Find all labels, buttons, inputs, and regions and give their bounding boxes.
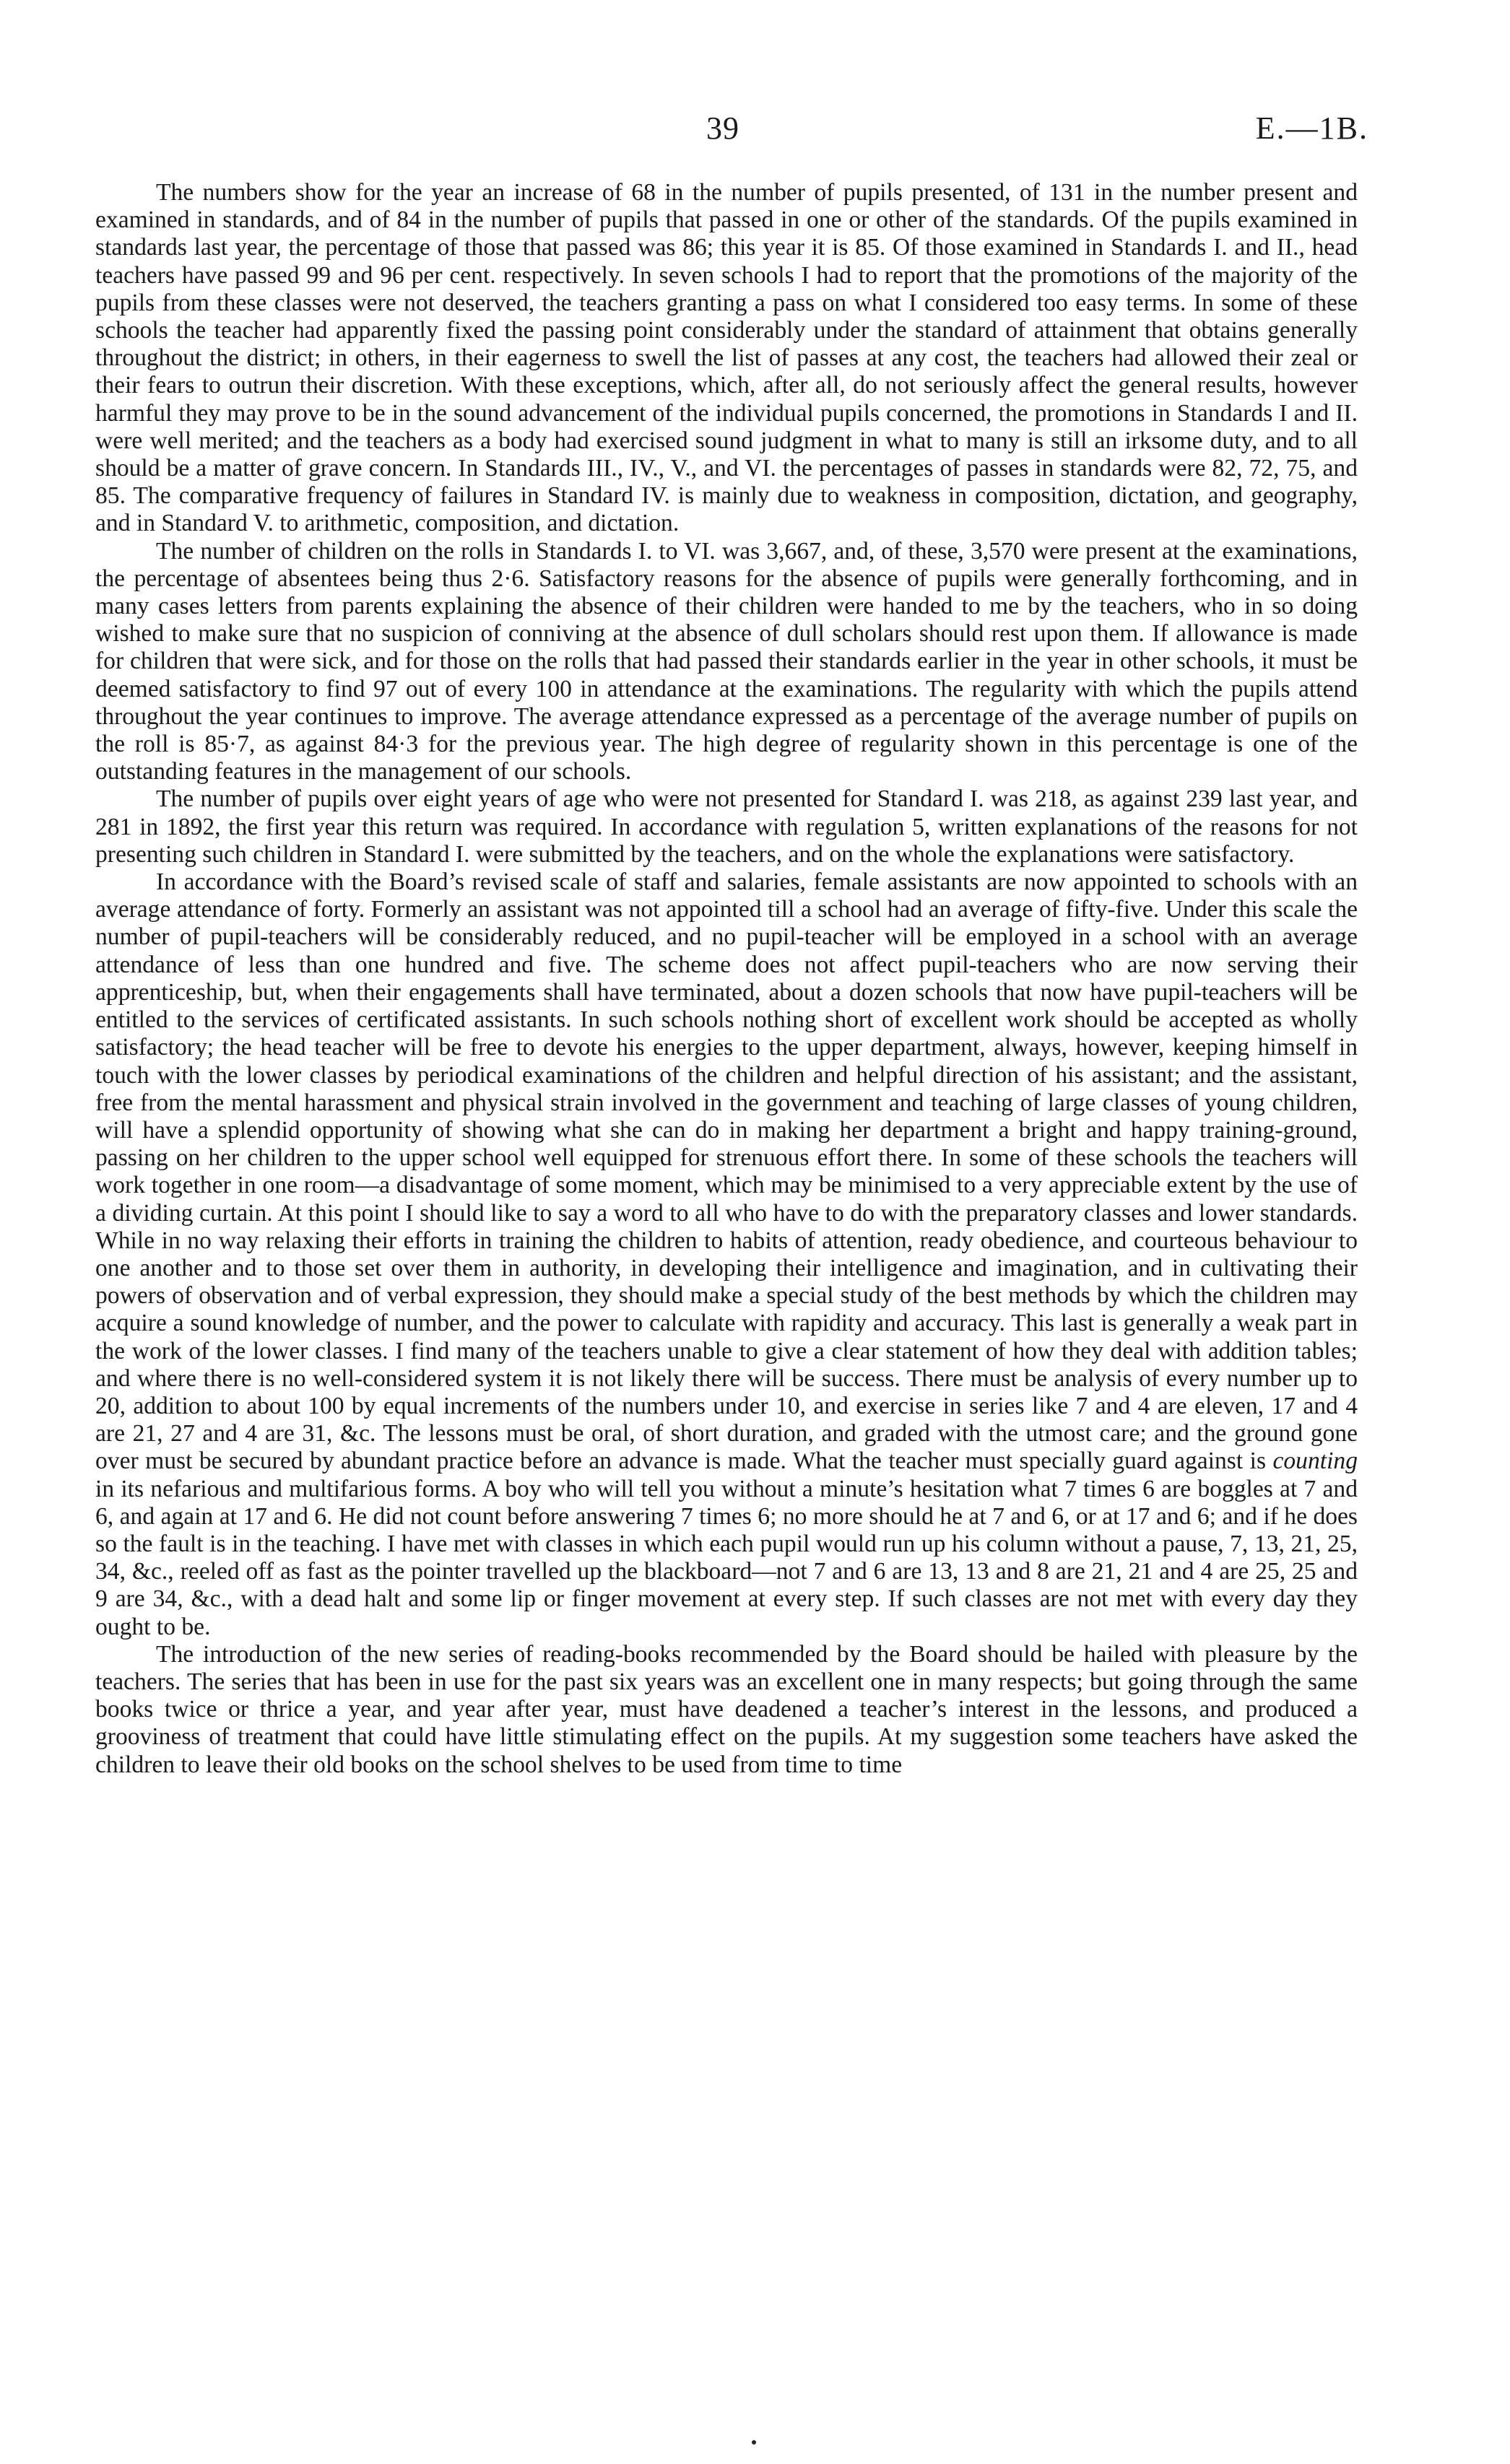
text-run: The introduction of the new series of reading-books recommended by the Board should be hailed with pleasure by the teachers. The series that has been in use for the past six years was an excellent one in many respects; but going through the same books twice or thrice a year, and year after year, must have deadened a teacher’s interest in the lessons, and produced a grooviness of treatment that could have little stimulating effect on the pupils. At my suggestion some teachers have asked the children to leave their old books on the school shelves to be used from time to time bbox=[95, 1640, 1358, 1778]
text-run: The number of pupils over eight years of age who were not presented for Standard I. was 218, as against 239 last year, and 281 in 1892, the first year this return was required. In accordance with regulation 5, written explanations of the reasons for not presenting such children in Standard I. were submitted by the teachers, and on the whole the explanations were satisfactory. bbox=[95, 785, 1358, 868]
paragraph-reading-books bbox=[95, 1641, 1358, 1779]
document-reference: E.—1B. bbox=[1255, 110, 1368, 146]
page-header bbox=[0, 110, 1510, 153]
paragraph-attendance bbox=[95, 538, 1358, 786]
text-run: The numbers show for the year an increase of 68 in the number of pupils presented, of 131 in the number present and examined in standards, and of 84 in the number of pupils that passed in one or other of the standards. Of the pupils examined in standards last year, the percentage of those that passed was 86; this year it is 85. Of those examined in Standards I. and II., head teachers have passed 99 and 96 per cent. respectively. In seven schools I had to report that the promotions of the majority of the pupils from these classes were not deserved, the teachers granting a pass on what I considered too easy terms. In some of these schools the teacher had apparently fixed the passing point considerably under the standard of attainment that obtains generally throughout the district; in others, in their eagerness to swell the list of passes at any cost, the teachers had allowed their zeal or their fears to outrun their discretion. With these exceptions, which, after all, do not seriously affect the general results, however harmful they may prove to be in the sound advancement of the individual pupils concerned, the promotions in Standards I and II. were well merited; and the teachers as a body had exercised sound judgment in what to many is still an irksome duty, and to all should be a matter of grave concern. In Standards III., IV., V., and VI. the percentages of passes in standards were 82, 72, 75, and 85. The comparative frequency of failures in Standard IV. is mainly due to weakness in composition, dictation, and geography, and in Standard V. to arithmetic, composition, and dictation. bbox=[95, 179, 1358, 537]
paragraph-staff-scale bbox=[95, 869, 1358, 1641]
text-run: in its nefarious and multifarious forms. A boy who will tell you without a minute’s hesitation what 7 times 6 are boggles at 7 and 6, and again at 17 and 6. He did not count before answering 7 times 6; no more should he at 7 and 6, or at 17 and 6; and if he does so the fault is in the teaching. I have met with classes in which each pupil would run up his column without a pause, 7, 13, 21, 25, 34, &c., reeled off as fast as the pointer travelled up the blackboard—not 7 and 6 are 13, 13 and 8 are 21, 21 and 4 are 25, 25 and 9 are 34, &c., with a dead halt and some lip or finger movement at every step. If such classes are not met with every day they ought to be. bbox=[95, 1475, 1358, 1640]
scan-speck bbox=[752, 2440, 756, 2445]
paragraph-standards-results bbox=[95, 179, 1358, 538]
paragraph-pupils-not-presented bbox=[95, 785, 1358, 869]
text-run: The number of children on the rolls in Standards I. to VI. was 3,667, and, of these, 3,570 were present at the examinations, the percentage of absentees being thus 2·6. Satisfactory reasons for the absence of pupils were generally forthcoming, and in many cases letters from parents explaining the absence of their children were handed to me by the teachers, who in so doing wished to make sure that no suspicion of conniving at the absence of dull scholars should rest upon them. If allowance is made for children that were sick, and for those on the rolls that had passed their standards earlier in the year in other schools, it must be deemed satisfactory to find 97 out of every 100 in attendance at the examinations. The regularity with which the pupils attend throughout the year continues to improve. The average attendance expressed as a percentage of the average number of pupils on the roll is 85·7, as against 84·3 for the previous year. The high degree of regularity shown in this percentage is one of the outstanding features in the management of our schools. bbox=[95, 537, 1358, 785]
report-body bbox=[95, 179, 1358, 1779]
text-run: In accordance with the Board’s revised scale of staff and salaries, female assistants are now appointed to schools with an average attendance of forty. Formerly an assistant was not appointed till a school had an average of fifty-five. Under this scale the number of pupil-teachers will be considerably reduced, and no pupil-teacher will be employed in a school with an average attendance of less than one hundred and five. The scheme does not affect pupil-teachers who are now serving their apprenticeship, but, when their engagements shall have terminated, about a dozen schools that now have pupil-teachers will be entitled to the services of certificated assistants. In such schools nothing short of excellent work should be accepted as wholly satisfactory; the head teacher will be free to devote his energies to the upper department, always, however, keeping himself in touch with the lower classes by periodical examinations of the children and helpful direction of his assistant; and the assistant, free from the mental harassment and physical strain involved in the government and teaching of large classes of young children, will have a splendid opportunity of showing what she can do in making her department a bright and happy training-ground, passing on her children to the upper school well equipped for strenuous effort there. In some of these schools the teachers will work together in one room—a disadvantage of some moment, which may be minimised to a very appreciable extent by the use of a dividing curtain. At this point I should like to say a word to all who have to do with the preparatory classes and lower standards. While in no way relaxing their efforts in training the children to habits of attention, ready obedience, and courteous behaviour to one another and to those set over them in authority, in developing their intelligence and imagination, and in cultivating their powers of observation and of verbal expression, they should make a special study of the best methods by which the children may acquire a sound knowledge of number, and the power to calculate with rapidity and accuracy. This last is generally a weak part in the work of the lower classes. I find many of the teachers unable to give a clear statement of how they deal with addition tables; and where there is no well-considered system it is not likely there will be success. There must be analysis of every number up to 20, addition to about 100 by equal increments of the numbers under 10, and exercise in series like 7 and 4 are eleven, 17 and 4 are 21, 27 and 4 are 31, &c. The lessons must be oral, of short duration, and graded with the utmost care; and the ground gone over must be secured by abundant practice before an advance is made. What the teacher must specially guard against is bbox=[95, 869, 1358, 1475]
page-number: 39 bbox=[706, 110, 739, 146]
italic-term: counting bbox=[1272, 1448, 1358, 1475]
